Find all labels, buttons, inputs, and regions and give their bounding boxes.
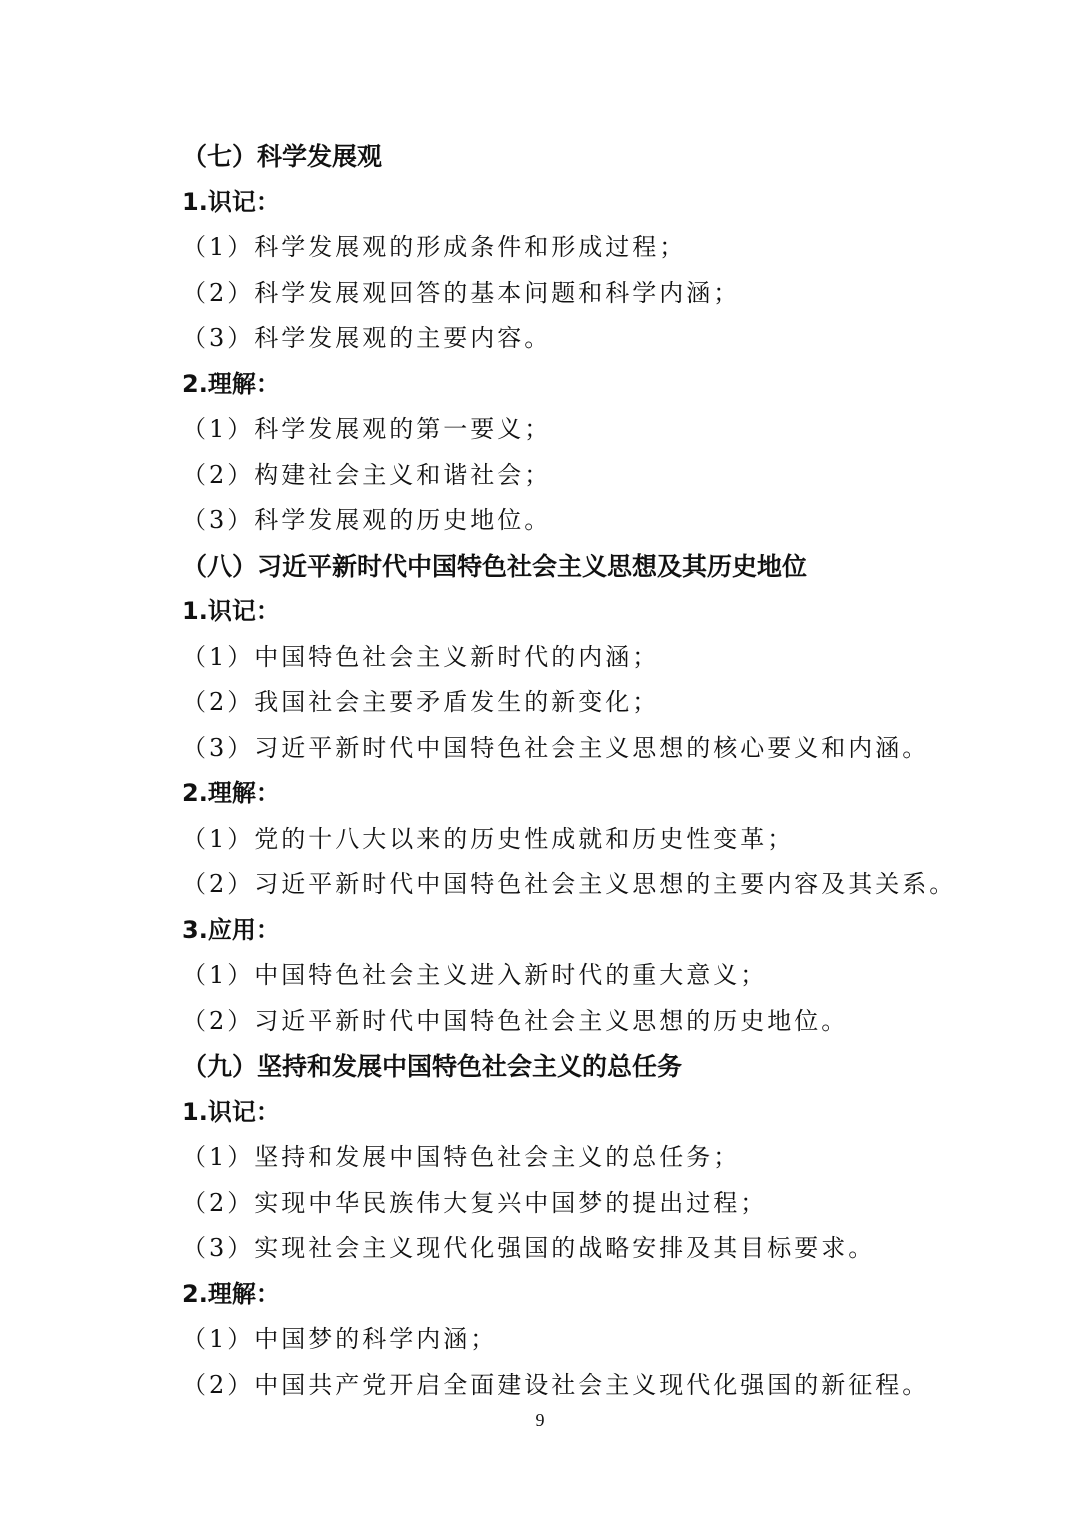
list-item: （2）实现中华民族伟大复兴中国梦的提出过程； — [182, 1188, 768, 1217]
list-item: （1）党的十八大以来的历史性成就和历史性变革； — [182, 824, 795, 853]
level-heading: 1.识记： — [182, 1097, 280, 1126]
list-item: （3）习近平新时代中国特色社会主义思想的核心要义和内涵。 — [182, 733, 930, 762]
level-heading: 1.识记： — [182, 597, 280, 625]
list-item: （2）习近平新时代中国特色社会主义思想的主要内容及其关系。 — [182, 870, 957, 898]
section-title: （九）坚持和发展中国特色社会主义的总任务 — [182, 1052, 683, 1081]
list-item: （1）科学发展观的形成条件和形成过程； — [182, 233, 687, 261]
document-body — [182, 134, 1002, 1408]
list-item: （3）科学发展观的历史地位。 — [182, 506, 552, 534]
list-item: （1）坚持和发展中国特色社会主义的总任务； — [182, 1143, 741, 1171]
level-heading: 2.理解： — [182, 779, 280, 807]
section-title: （七）科学发展观 — [182, 142, 383, 171]
list-item: （1）科学发展观的第一要义； — [182, 415, 552, 443]
list-item: （1）中国特色社会主义新时代的内涵； — [182, 642, 660, 671]
list-item: （3）实现社会主义现代化强国的战略安排及其目标要求。 — [182, 1234, 876, 1262]
level-heading: 2.理解： — [182, 1279, 280, 1308]
section-title: （八）习近平新时代中国特色社会主义思想及其历史地位 — [182, 551, 808, 581]
list-item: （1）中国特色社会主义进入新时代的重大意义； — [182, 961, 768, 989]
page-number: 9 — [535, 1410, 545, 1430]
level-heading: 3.应用： — [182, 915, 280, 944]
list-item: （2）中国共产党开启全面建设社会主义现代化强国的新征程。 — [182, 1370, 930, 1399]
list-item: （2）科学发展观回答的基本问题和科学内涵； — [182, 278, 741, 307]
list-item: （1）中国梦的科学内涵； — [182, 1325, 498, 1353]
level-heading: 2.理解： — [182, 369, 280, 398]
list-item: （2）我国社会主要矛盾发生的新变化； — [182, 688, 660, 716]
level-heading: 1.识记： — [182, 187, 280, 216]
list-item: （2）习近平新时代中国特色社会主义思想的历史地位。 — [182, 1006, 849, 1035]
list-item: （3）科学发展观的主要内容。 — [182, 324, 552, 352]
list-item: （2）构建社会主义和谐社会； — [182, 460, 552, 489]
